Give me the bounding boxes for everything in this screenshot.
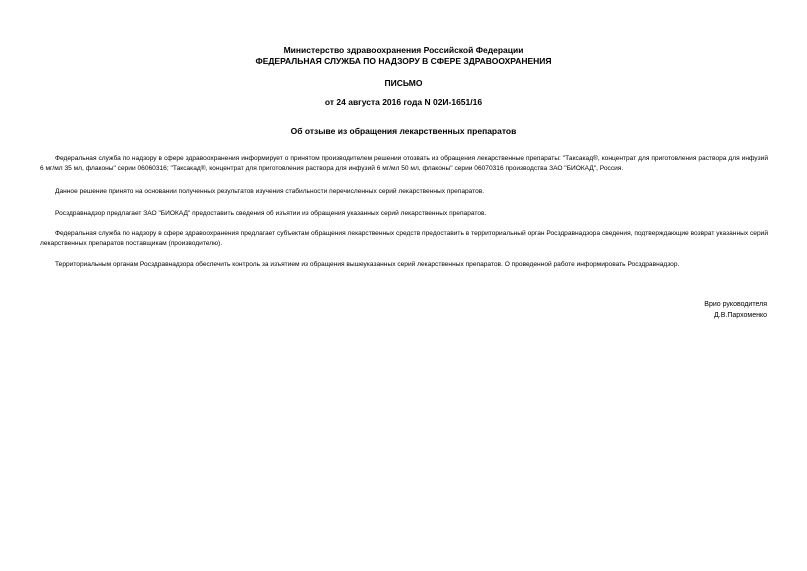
body-paragraph-4: Федеральная служба по надзору в сфере здравоохранения предлагает субъектам обращения лекарственных средств предоставить в территориальный орган Росздравнадзора сведения, подтверждающие возврат указанных серий лекарственных препаратов поставщикам (производителю).	[40, 230, 768, 247]
body-paragraph-2: Данное решение принято на основании полученных результатов изучения стабильности перечисленных серий лекарственных препаратов.	[55, 188, 485, 195]
body-paragraph-5: Территориальным органам Росздравнадзора обеспечить контроль за изъятием из обращения вышеуказанных серий лекарственных препаратов. О проведенной работе информировать Росздравнадзор.	[55, 261, 680, 268]
signature-name: Д.В.Пархоменко	[714, 312, 767, 319]
body-paragraph-1: Федеральная служба по надзору в сфере здравоохранения информирует о принятом производителем решении отозвать из обращения лекарственные препараты: "Таксакад®, концентрат для приготовления раствора для инфузий 6 мг/мл 35 мл, флаконы" серии 06060316; "Таксакад®, концентрат для приготовления раствора для инфузий 6 мг/мл 50 мл, флаконы" серии 06070316 производства ЗАО "БИОКАД", Россия.	[40, 155, 768, 172]
service-title: ФЕДЕРАЛЬНАЯ СЛУЖБА ПО НАДЗОРУ В СФЕРЕ ЗДРАВООХРАНЕНИЯ	[255, 56, 552, 66]
body-paragraph-3: Росздравнадзор предлагает ЗАО "БИОКАД" предоставить сведения об изъятии из обращения указанных серий лекарственных препаратов.	[55, 210, 487, 217]
document-subject: Об отзыве из обращения лекарственных препаратов	[290, 126, 517, 136]
document-date-number: от 24 августа 2016 года N 02И-1651/16	[324, 97, 483, 107]
ministry-title: Министерство здравоохранения Российской Федерации	[283, 45, 524, 55]
document-type: ПИСЬМО	[384, 78, 423, 88]
signature-position: Врио руководителя	[704, 301, 767, 308]
